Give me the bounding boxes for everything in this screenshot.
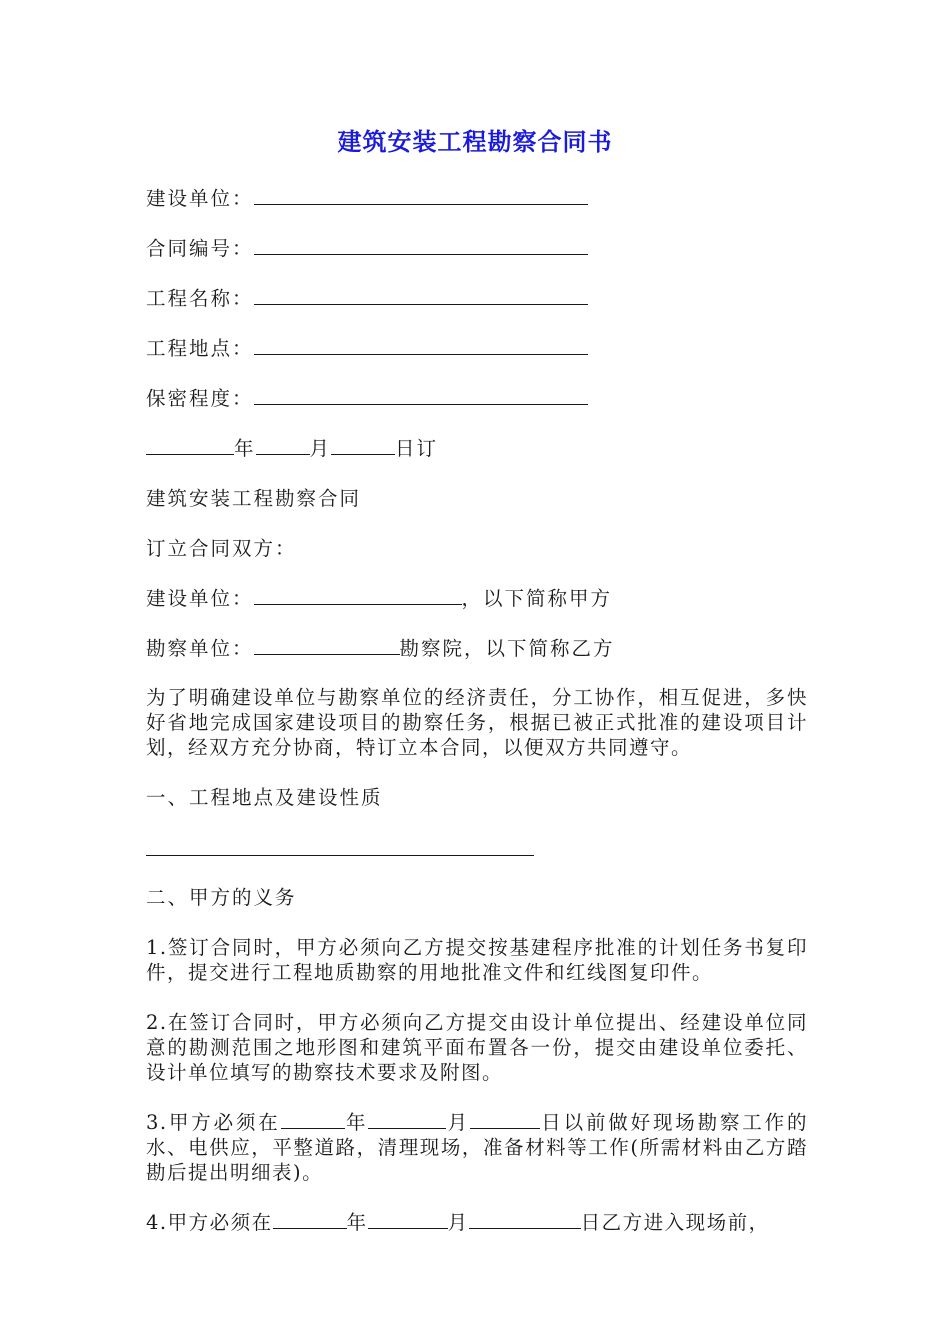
section-2-heading: 二、甲方的义务 [146, 886, 297, 909]
item-3-day-blank[interactable] [470, 1110, 540, 1129]
parties-heading: 订立合同双方： [146, 537, 297, 560]
item-4-prefix: 4.甲方必须在 [146, 1211, 273, 1234]
field-confidentiality [146, 386, 588, 412]
item-4-year-blank[interactable] [273, 1210, 347, 1229]
document-title: 建筑安装工程勘察合同书 [337, 128, 613, 156]
item-3-prefix: 3.甲方必须在 [146, 1111, 281, 1134]
item-3-rest: 日以前做好现场勘察工作的水、电供应，平整道路，清理现场，准备材料等工作(所需材料由乙方踏勘后提出明细表)。 [146, 1111, 808, 1184]
item-3-month-blank[interactable] [368, 1110, 446, 1129]
item-1-paragraph: 1.签订合同时，甲方必须向乙方提交按基建程序批准的计划任务书复印件，提交进行工程地质勘察的用地批准文件和红线图复印件。 [146, 936, 808, 984]
party-a-suffix: ，以下简称甲方 [461, 587, 613, 610]
item-4-rest: 日乙方进入现场前， [580, 1211, 770, 1234]
item-2-paragraph: 2.在签订合同时，甲方必须向乙方提交由设计单位提出、经建设单位同意的勘测范围之地形图和建筑平面布置各一份，提交由建设单位委托、设计单位填写的勘察技术要求及附图。 [146, 1011, 808, 1084]
year-blank[interactable] [146, 436, 234, 455]
field-construction-unit [146, 186, 588, 212]
item-4-month-blank[interactable] [368, 1210, 448, 1229]
party-a-label: 建设单位： [146, 587, 254, 610]
field-project-name [146, 286, 588, 312]
contract-subtitle: 建筑安装工程勘察合同 [146, 487, 362, 510]
year-label: 年 [234, 437, 256, 460]
month-label: 月 [309, 437, 332, 460]
field-label: 保密程度： [146, 387, 254, 410]
day-label: 日订 [395, 437, 439, 460]
party-a-blank[interactable] [254, 586, 462, 605]
party-a-line [146, 586, 612, 612]
fill-blank[interactable] [254, 236, 588, 255]
section-1-heading: 一、工程地点及建设性质 [146, 786, 383, 809]
field-label: 工程名称： [146, 287, 254, 310]
party-b-label: 勘察单位： [146, 637, 254, 660]
party-b-blank[interactable] [254, 636, 400, 655]
intro-paragraph: 为了明确建设单位与勘察单位的经济责任，分工协作，相互促进，多快好省地完成国家建设项目的勘察任务，根据已被正式批准的建设项目计划，经双方充分协商，特订立本合同，以便双方共同遵守。 [146, 686, 808, 759]
item-3-year-label: 年 [344, 1111, 369, 1134]
item-4-year-label: 年 [346, 1211, 368, 1234]
item-3-year-blank[interactable] [281, 1110, 345, 1129]
field-label: 工程地点： [146, 337, 254, 360]
field-contract-number [146, 236, 588, 262]
party-b-line [146, 636, 615, 662]
section-1-fill-line[interactable] [146, 855, 534, 856]
item-3-month-label: 月 [446, 1111, 470, 1134]
fill-blank[interactable] [254, 386, 588, 405]
item-4-paragraph [146, 1210, 808, 1235]
day-blank[interactable] [331, 436, 395, 455]
item-4-month-label: 月 [447, 1211, 469, 1234]
field-label: 建设单位： [146, 187, 254, 210]
month-blank[interactable] [256, 436, 310, 455]
fill-blank[interactable] [254, 336, 588, 355]
fill-blank[interactable] [254, 186, 588, 205]
signing-date-line [146, 436, 438, 462]
party-b-suffix: 勘察院，以下简称乙方 [399, 637, 615, 660]
fill-blank[interactable] [254, 286, 588, 305]
field-label: 合同编号： [146, 237, 254, 260]
item-3-paragraph [146, 1110, 808, 1185]
item-4-day-blank[interactable] [469, 1210, 581, 1229]
field-project-location [146, 336, 588, 362]
